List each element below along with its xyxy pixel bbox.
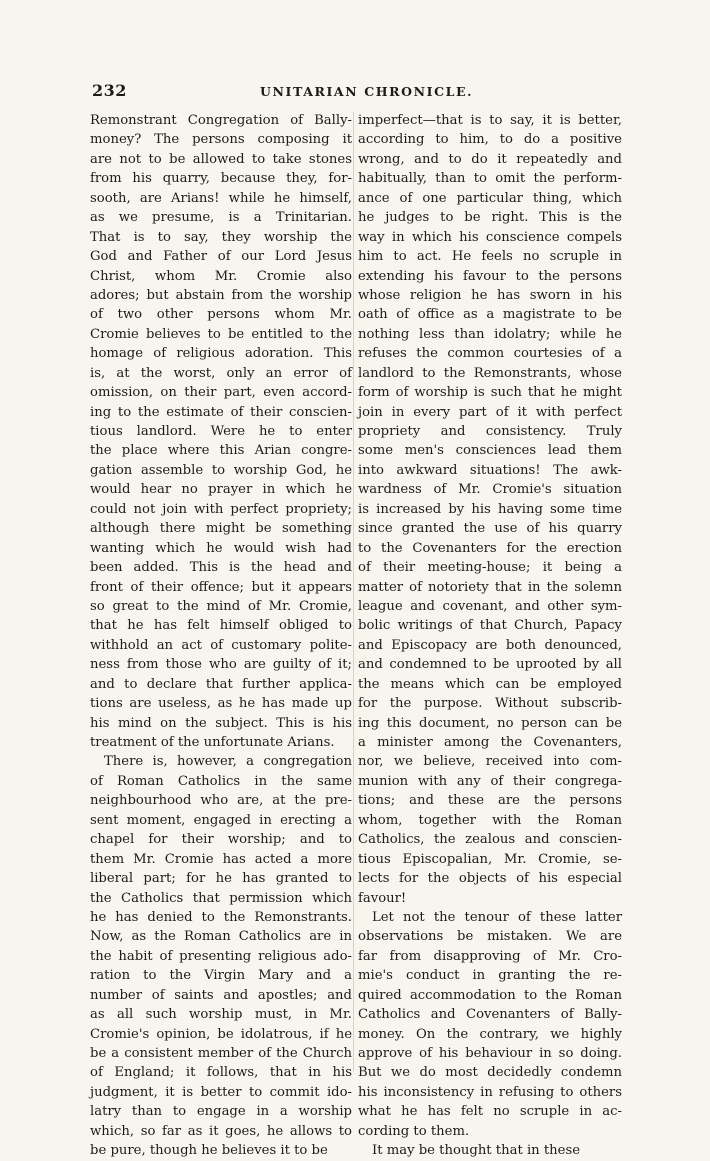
text-line: oath of office as a magistrate to be: [358, 307, 622, 323]
text-line: wardness of Mr. Cromie's situation: [358, 482, 622, 498]
text-line: nothing less than idolatry; while he: [358, 326, 622, 342]
text-line: gation assemble to worship God, he: [90, 462, 352, 478]
text-line: since granted the use of his quarry: [358, 521, 622, 537]
text-line: munion with any of their congrega-: [358, 773, 622, 789]
text-line: whose religion he has sworn in his: [358, 287, 622, 303]
text-line: his inconsistency in refusing to others: [358, 1084, 622, 1100]
text-line: habitually, than to omit the perform-: [358, 171, 622, 187]
text-line: Now, as the Roman Catholics are in: [90, 929, 352, 945]
text-line: favour!: [358, 890, 407, 906]
text-line: ing to the estimate of their conscien-: [90, 404, 352, 420]
text-line: would hear no prayer in which he: [90, 482, 352, 498]
text-line: he judges to be right. This is the: [358, 210, 622, 226]
text-line: them Mr. Cromie has acted a more: [90, 851, 352, 867]
page-header: [92, 81, 640, 105]
text-line: so great to the mind of Mr. Cromie,: [90, 598, 352, 614]
text-line: money? The persons composing it: [90, 132, 352, 148]
text-line: tions are useless, as he has made up: [90, 696, 352, 712]
text-line: is increased by his having some time: [358, 501, 622, 517]
text-line: judgment, it is better to commit ido-: [90, 1084, 352, 1100]
text-line: approve of his behaviour in so doing.: [358, 1046, 622, 1061]
text-line: be a consistent member of the Church: [90, 1046, 352, 1061]
text-line: tious landlord. Were he to enter: [90, 424, 352, 439]
text-line: been added. This is the head and: [90, 560, 352, 576]
text-line: of their meeting-house; it being a: [358, 560, 622, 576]
text-line: bolic writings of that Church, Papacy: [358, 618, 622, 634]
text-line: sooth, are Arians! while he himself,: [90, 190, 352, 206]
text-line: nor, we believe, received into com-: [358, 754, 622, 770]
text-line: cording to them.: [358, 1123, 470, 1139]
text-line: Cromie believes to be entitled to the: [90, 326, 352, 342]
text-line: Christ, whom Mr. Cromie also: [90, 268, 352, 284]
text-line: It may be thought that in these: [372, 1143, 581, 1159]
text-line: could not join with perfect propriety;: [90, 501, 352, 517]
text-line: the Catholics that permission which: [90, 890, 352, 906]
text-line: tions; and these are the persons: [358, 793, 622, 809]
text-line: neighbourhood who are, at the pre-: [90, 793, 352, 809]
text-line: observations be mistaken. We are: [358, 929, 622, 945]
text-line: ance of one particular thing, which: [358, 190, 622, 206]
text-line: league and covenant, and other sym-: [358, 598, 622, 614]
text-line: landlord to the Remonstrants, whose: [358, 365, 622, 381]
text-line: from his quarry, because they, for-: [90, 171, 352, 187]
text-line: the place where this Arian congre-: [90, 443, 352, 459]
text-line: whom, together with the Roman: [358, 812, 622, 828]
column-divider: [353, 112, 354, 1072]
text-line: of England; it follows, that in his: [90, 1065, 352, 1081]
text-line: is, at the worst, only an error of: [90, 365, 352, 381]
text-line: and to declare that further applica-: [90, 676, 352, 692]
text-line: of two other persons whom Mr.: [90, 307, 352, 323]
text-line: money. On the contrary, we highly: [358, 1026, 622, 1042]
text-line: chapel for their worship; and to: [90, 832, 352, 848]
text-line: God and Father of our Lord Jesus: [90, 249, 352, 265]
text-line: Catholics and Covenanters of Bally-: [358, 1007, 622, 1023]
text-line: ing this document, no person can be: [358, 715, 622, 731]
right-text-column: [358, 111, 622, 1161]
text-line: omission, on their part, even accord-: [90, 385, 352, 401]
text-line: he has denied to the Remonstrants.: [90, 909, 352, 925]
text-line: are not to be allowed to take stones: [90, 151, 352, 167]
text-line: to the Covenanters for the erection: [358, 540, 622, 556]
text-line: But we do most decidedly condemn: [358, 1065, 622, 1081]
text-line: Cromie's opinion, be idolatrous, if he: [90, 1026, 352, 1042]
text-line: as all such worship must, in Mr.: [90, 1007, 352, 1023]
text-line: extending his favour to the persons: [358, 268, 622, 284]
text-line: ness from those who are guilty of it;: [90, 657, 352, 673]
text-line: join in every part of it with perfect: [358, 404, 622, 420]
text-line: Let not the tenour of these latter: [372, 909, 622, 925]
text-line: homage of religious adoration. This: [90, 346, 352, 362]
text-line: propriety and consistency. Truly: [358, 424, 622, 439]
text-line: withhold an act of customary polite-: [90, 637, 352, 653]
text-line: way in which his conscience compels: [358, 229, 622, 245]
running-head: UNITARIAN CHRONICLE.: [260, 84, 474, 99]
text-line: front of their offence; but it appears: [90, 579, 352, 595]
text-line: There is, however, a congregation: [104, 754, 352, 770]
text-line: be pure, though he believes it to be: [90, 1143, 328, 1159]
text-line: that he has felt himself obliged to: [90, 618, 352, 634]
text-line: adores; but abstain from the worship: [90, 287, 352, 303]
text-line: That is to say, they worship the: [90, 229, 352, 245]
text-line: him to act. He feels no scruple in: [358, 249, 622, 265]
text-line: sent moment, engaged in erecting a: [90, 812, 352, 828]
text-line: tious Episcopalian, Mr. Cromie, se-: [358, 851, 622, 867]
text-line: ration to the Virgin Mary and a: [90, 968, 352, 984]
text-line: wanting which he would wish had: [90, 540, 352, 556]
text-line: into awkward situations! The awk-: [358, 462, 622, 478]
text-line: far from disapproving of Mr. Cro-: [358, 948, 622, 964]
text-line: which, so far as it goes, he allows to: [90, 1123, 352, 1139]
text-line: as we presume, is a Trinitarian.: [90, 210, 352, 226]
text-line: treatment of the unfortunate Arians.: [90, 735, 335, 750]
text-line: Catholics, the zealous and conscien-: [358, 832, 622, 848]
text-line: refuses the common courtesies of a: [358, 346, 622, 362]
text-line: although there might be something: [90, 521, 352, 537]
text-line: and Episcopacy are both denounced,: [358, 637, 622, 653]
text-line: Remonstrant Congregation of Bally-: [90, 113, 352, 128]
text-line: the habit of presenting religious ado-: [90, 948, 352, 964]
page-number: 232: [92, 81, 127, 100]
text-line: his mind on the subject. This is his: [90, 715, 352, 731]
text-line: what he has felt no scruple in ac-: [358, 1104, 622, 1120]
text-line: imperfect—that is to say, it is better,: [358, 113, 622, 128]
text-line: wrong, and to do it repeatedly and: [358, 151, 622, 167]
text-line: according to him, to do a positive: [358, 132, 622, 148]
left-text-column: [90, 111, 352, 1161]
text-line: of Roman Catholics in the same: [90, 773, 352, 789]
text-line: latry than to engage in a worship: [90, 1104, 352, 1120]
text-line: some men's consciences lead them: [358, 443, 622, 459]
text-line: the means which can be employed: [358, 676, 622, 692]
text-line: liberal part; for he has granted to: [90, 871, 352, 887]
text-line: a minister among the Covenanters,: [358, 735, 622, 750]
text-line: form of worship is such that he might: [358, 385, 622, 401]
text-line: matter of notoriety that in the solemn: [358, 579, 622, 595]
text-line: mie's conduct in granting the re-: [358, 968, 622, 984]
text-line: number of saints and apostles; and: [90, 987, 352, 1003]
text-line: lects for the objects of his especial: [358, 871, 622, 887]
text-line: and condemned to be uprooted by all: [358, 657, 622, 673]
text-line: for the purpose. Without subscrib-: [358, 696, 622, 712]
text-line: quired accommodation to the Roman: [358, 987, 622, 1003]
